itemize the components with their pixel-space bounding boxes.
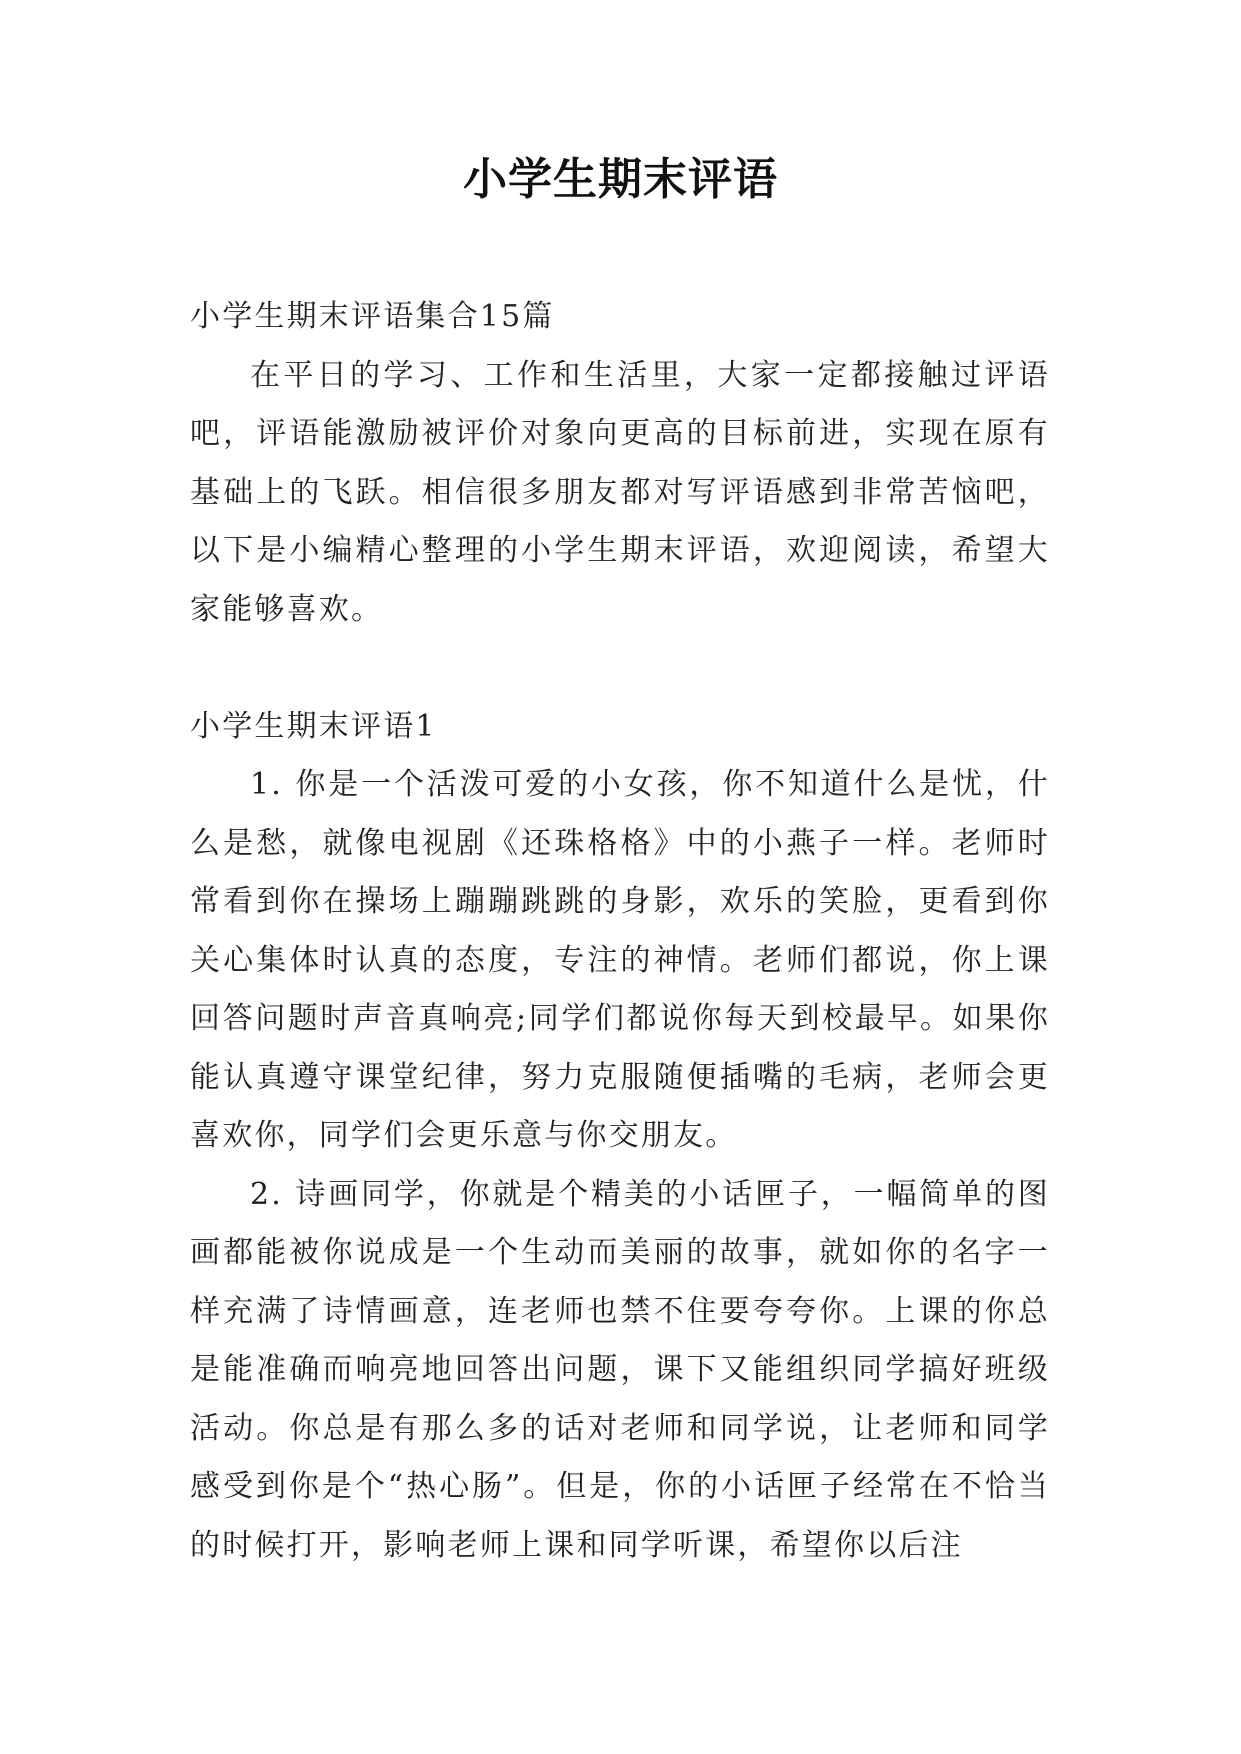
comment-item: 2. 诗画同学，你就是个精美的小话匣子，一幅简单的图画都能被你说成是一个生动而美丽的故事，就如你的名字一样充满了诗情画意，连老师也禁不住要夸夸你。上课的你总是能准确而响亮地回答出问题，课下又能组织同学搞好班级活动。你总是有那么多的话对老师和同学说，让老师和同学感受到你是个“热心肠”。但是，你的小话匣子经常在不恰当的时候打开，影响老师上课和同学听课，希望你以后注 [190,1176,1050,1563]
section-heading: 小学生期末评语1 [190,708,437,744]
document-body [190,288,1050,1575]
comment-item: 1. 你是一个活泼可爱的小女孩，你不知道什么是忧，什么是愁，就像电视剧《还珠格格》中的小燕子一样。老师时常看到你在操场上蹦蹦跳跳的身影，欢乐的笑脸，更看到你关心集体时认真的态度，专注的神情。老师们都说，你上课回答问题时声音真响亮;同学们都说你每天到校最早。如果你能认真遵守课堂纪律，努力克服随便插嘴的毛病，老师会更喜欢你，同学们会更乐意与你交朋友。 [190,767,1050,1153]
page-title: 小学生期末评语 [463,154,778,205]
intro-paragraph: 在平日的学习、工作和生活里，大家一定都接触过评语吧，评语能激励被评价对象向更高的目标前进，实现在原有基础上的飞跃。相信很多朋友都对写评语感到非常苦恼吧，以下是小编精心整理的小学生期末评语，欢迎阅读，希望大家能够喜欢。 [190,357,1050,627]
paragraph-spacer [190,639,1050,698]
document-subtitle: 小学生期末评语集合15篇 [190,299,555,334]
